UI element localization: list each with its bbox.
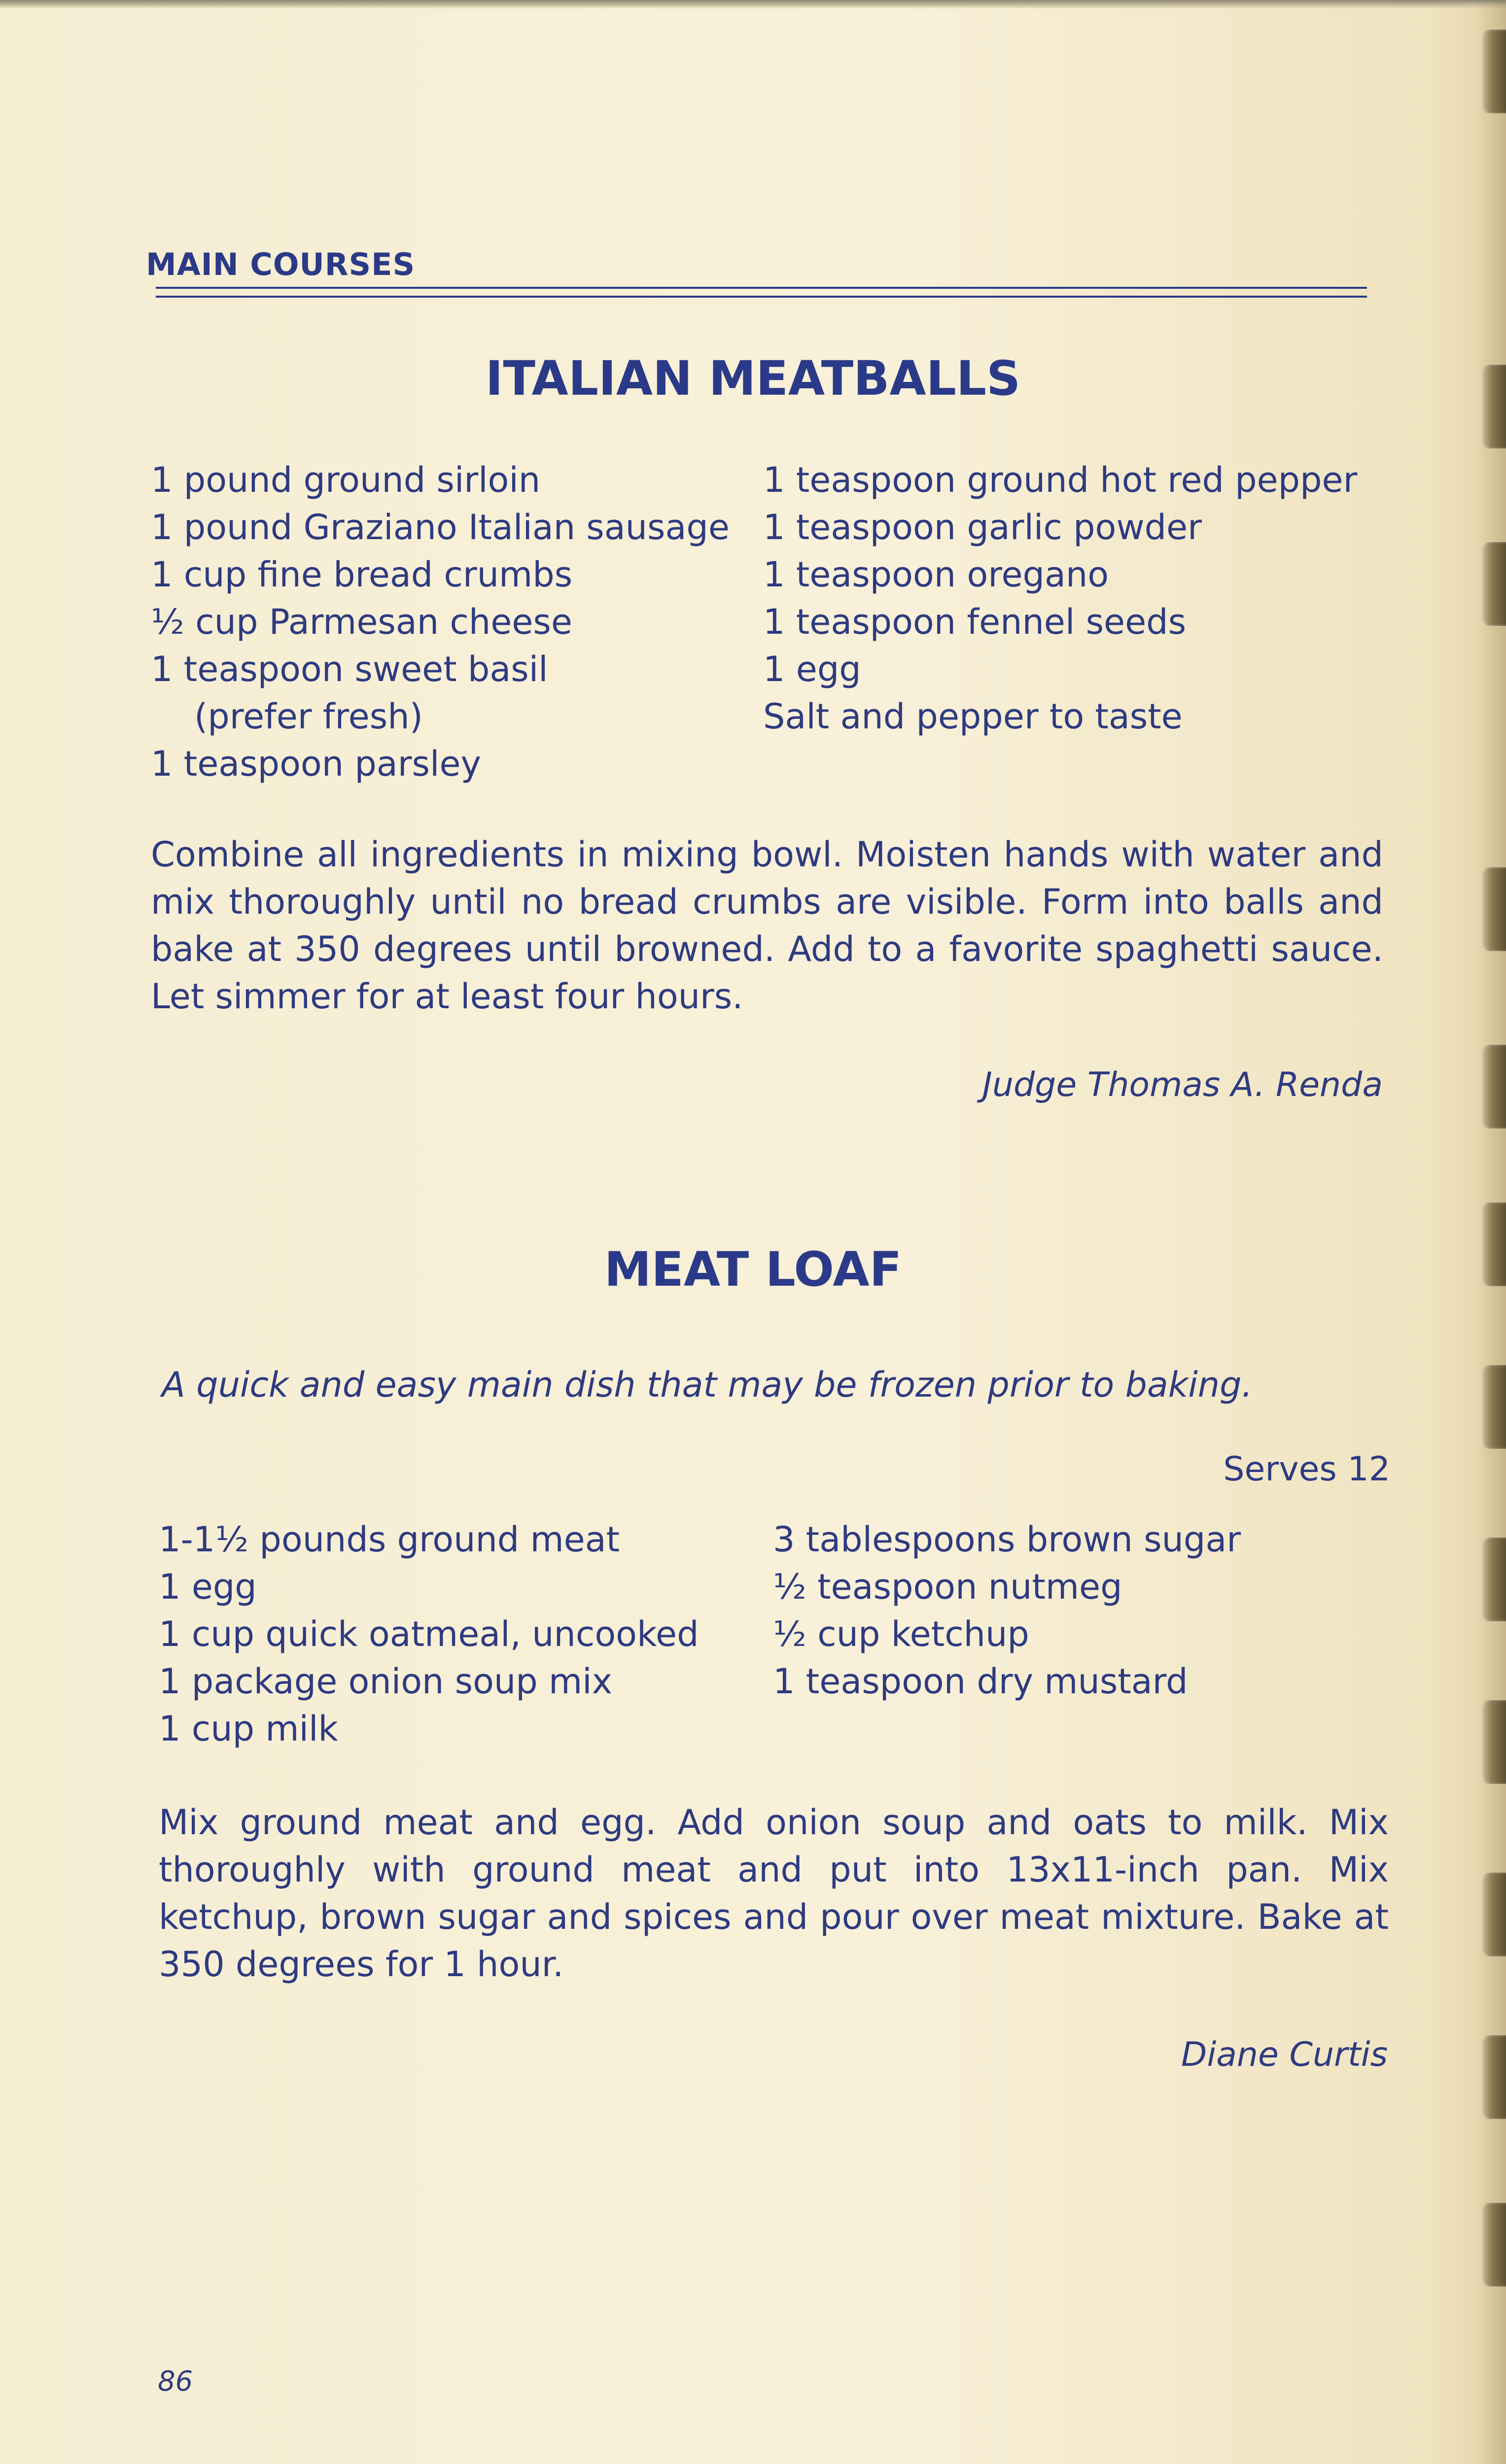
ingredient-note: (prefer fresh) <box>194 696 423 737</box>
binding-ring <box>1480 1365 1506 1449</box>
page-number: 86 <box>158 2365 193 2397</box>
ingredient: 1 teaspoon parsley <box>151 744 481 784</box>
binding-ring <box>1480 2203 1506 2287</box>
ingredient-list-right <box>763 456 1357 740</box>
ingredient: Salt and pepper to taste <box>763 696 1183 737</box>
ingredient-list-left <box>159 1516 699 1752</box>
recipe-title: MEAT LOAF <box>604 1242 902 1297</box>
ingredient: 1-1½ pounds ground meat <box>159 1519 620 1560</box>
attribution: Judge Thomas A. Renda <box>982 1065 1383 1104</box>
binding-ring <box>1480 2035 1506 2119</box>
attribution: Diane Curtis <box>1181 2035 1388 2074</box>
ingredient: 1 pound ground sirloin <box>151 460 541 500</box>
ingredient: 1 cup quick oatmeal, uncooked <box>159 1614 699 1654</box>
ingredient: 1 teaspoon dry mustard <box>773 1661 1188 1702</box>
ingredient: 1 package onion soup mix <box>159 1661 613 1702</box>
ingredient: 1 teaspoon fennel seeds <box>763 602 1187 642</box>
section-rule <box>156 287 1367 289</box>
ingredient: ½ teaspoon nutmeg <box>773 1567 1122 1607</box>
binding-ring <box>1480 1538 1506 1621</box>
ingredient: 1 cup fine bread crumbs <box>151 554 573 595</box>
binding-ring <box>1480 867 1506 951</box>
ingredient: 1 teaspoon oregano <box>763 554 1109 595</box>
binding-ring <box>1480 1700 1506 1784</box>
binding-ring <box>1480 542 1506 626</box>
ingredient: ½ cup Parmesan cheese <box>151 602 572 642</box>
directions: Combine all ingredients in mixing bowl. Moisten hands with water and mix thoroughly until no bread crumbs are visible. Form into balls and bake at 350 degrees until browned. Add to a favorite spaghetti sauce. Let simmer for at least four hours. <box>151 834 1383 1017</box>
ingredient: 1 egg <box>763 649 861 689</box>
recipe-subtitle: A quick and easy main dish that may be frozen prior to baking. <box>162 1365 1253 1405</box>
ingredient: 1 cup milk <box>159 1709 338 1749</box>
binding-ring <box>1480 30 1506 113</box>
ingredient: 3 tablespoons brown sugar <box>773 1519 1241 1560</box>
binding-ring <box>1480 1045 1506 1129</box>
ingredient: 1 egg <box>159 1567 257 1607</box>
ingredient-list-left <box>151 456 730 787</box>
directions: Mix ground meat and egg. Add onion soup and oats to milk. Mix thoroughly with ground meat and put into 13x11-inch pan. Mix ketchup, brown sugar and spices and pour over meat mixture. Bake at 350 degrees for 1 hour. <box>159 1802 1389 1985</box>
serves: Serves 12 <box>1223 1450 1390 1489</box>
page-top-edge <box>0 0 1506 9</box>
ingredient: ½ cup ketchup <box>773 1614 1029 1654</box>
ingredient-list-right <box>773 1516 1241 1705</box>
binding-ring <box>1480 1873 1506 1956</box>
section-title: MAIN COURSES <box>146 246 416 282</box>
ingredient: 1 teaspoon sweet basil <box>151 649 548 689</box>
recipe-title: ITALIAN MEATBALLS <box>485 351 1021 406</box>
ingredient: 1 teaspoon ground hot red pepper <box>763 460 1358 500</box>
ingredient: 1 pound Graziano Italian sausage <box>151 507 730 548</box>
section-rule <box>156 296 1367 298</box>
ingredient: 1 teaspoon garlic powder <box>763 507 1202 548</box>
